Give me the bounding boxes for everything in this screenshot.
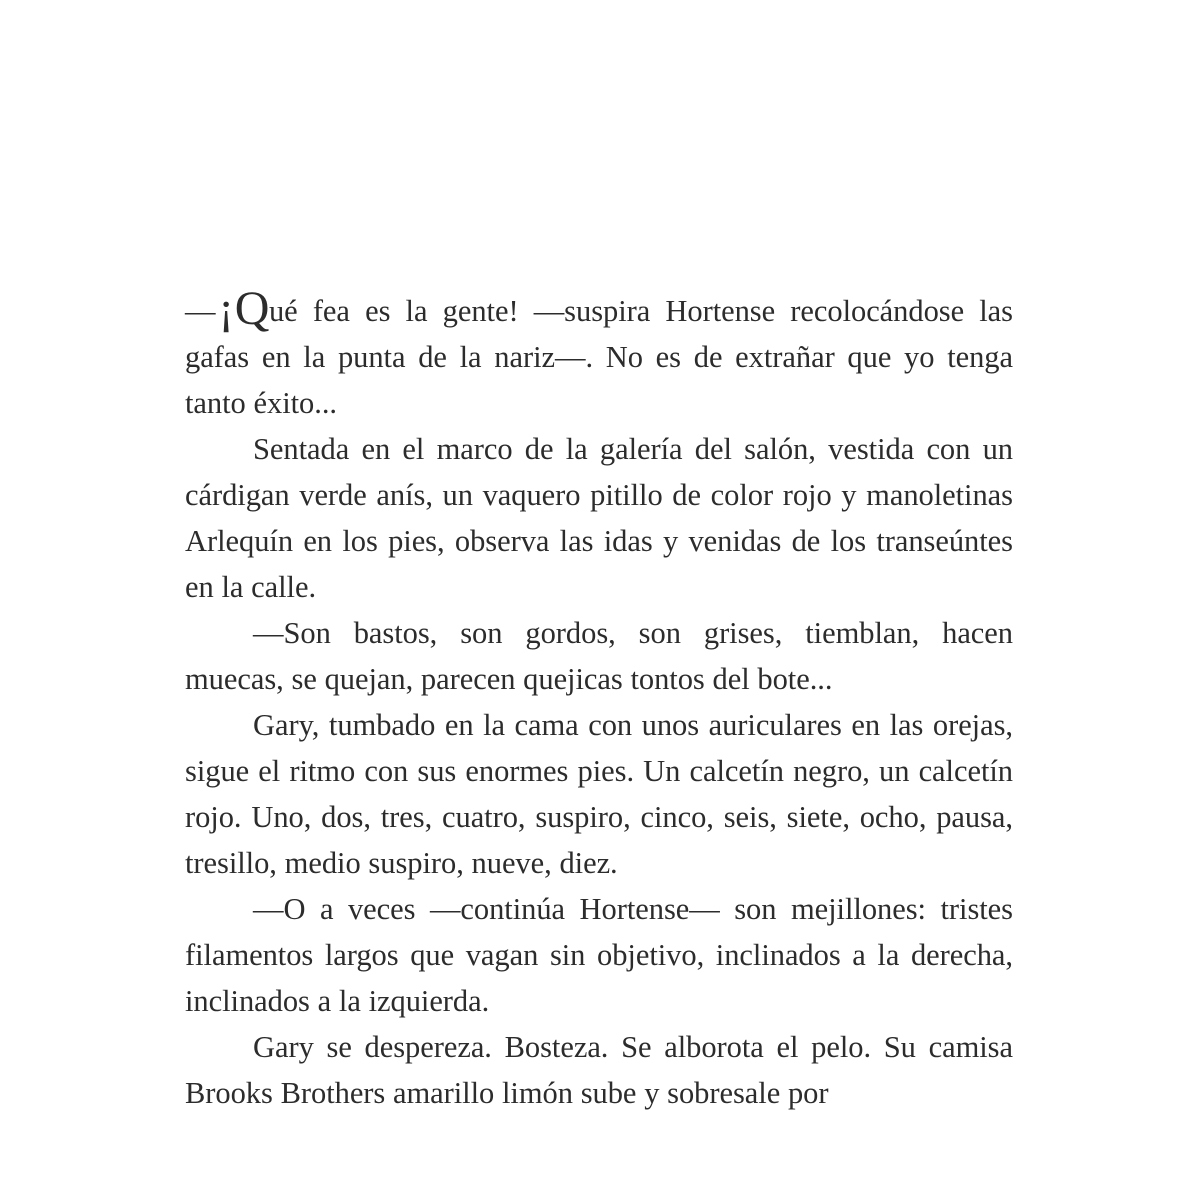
paragraph-2-text: Sentada en el marco de la galería del salón, vestida con un cárdigan verde anís, un vaquero pitillo de color rojo y manoletinas Arlequín en los pies, observa las idas y venidas de los transeúntes en la calle. xyxy=(185,432,1013,604)
paragraph-3 xyxy=(185,610,1013,702)
paragraph-1-text: ué fea es la gente! —suspira Hortense recolocándose las gafas en la punta de la nariz—. No es de extrañar que yo tenga tanto éxito... xyxy=(185,294,1013,420)
paragraph-5-text: —O a veces —continúa Hortense— son mejillones: tristes filamentos largos que vagan sin objetivo, inclinados a la derecha, inclinados a la izquierda. xyxy=(185,892,1013,1018)
paragraph-1 xyxy=(185,282,1013,426)
paragraph-6-text: Gary se despereza. Bosteza. Se alborota el pelo. Su camisa Brooks Brothers amarillo limón sube y sobresale por xyxy=(185,1030,1013,1110)
paragraph-5 xyxy=(185,886,1013,1024)
paragraph-4 xyxy=(185,702,1013,886)
page-text-block xyxy=(185,282,1013,1116)
em-dash-opening: — xyxy=(185,294,216,328)
initial-capital-q: Q xyxy=(234,282,269,335)
inverted-exclamation-initial: ¡ xyxy=(218,282,234,333)
paragraph-3-text: —Son bastos, son gordos, son grises, tiemblan, hacen muecas, se quejan, parecen quejicas tontos del bote... xyxy=(185,616,1013,696)
paragraph-2 xyxy=(185,426,1013,610)
paragraph-4-text: Gary, tumbado en la cama con unos auriculares en las orejas, sigue el ritmo con sus enormes pies. Un calcetín negro, un calcetín rojo. Uno, dos, tres, cuatro, suspiro, cinco, seis, siete, ocho, pausa, tresillo, medio suspiro, nueve, diez. xyxy=(185,708,1013,880)
paragraph-6 xyxy=(185,1024,1013,1116)
